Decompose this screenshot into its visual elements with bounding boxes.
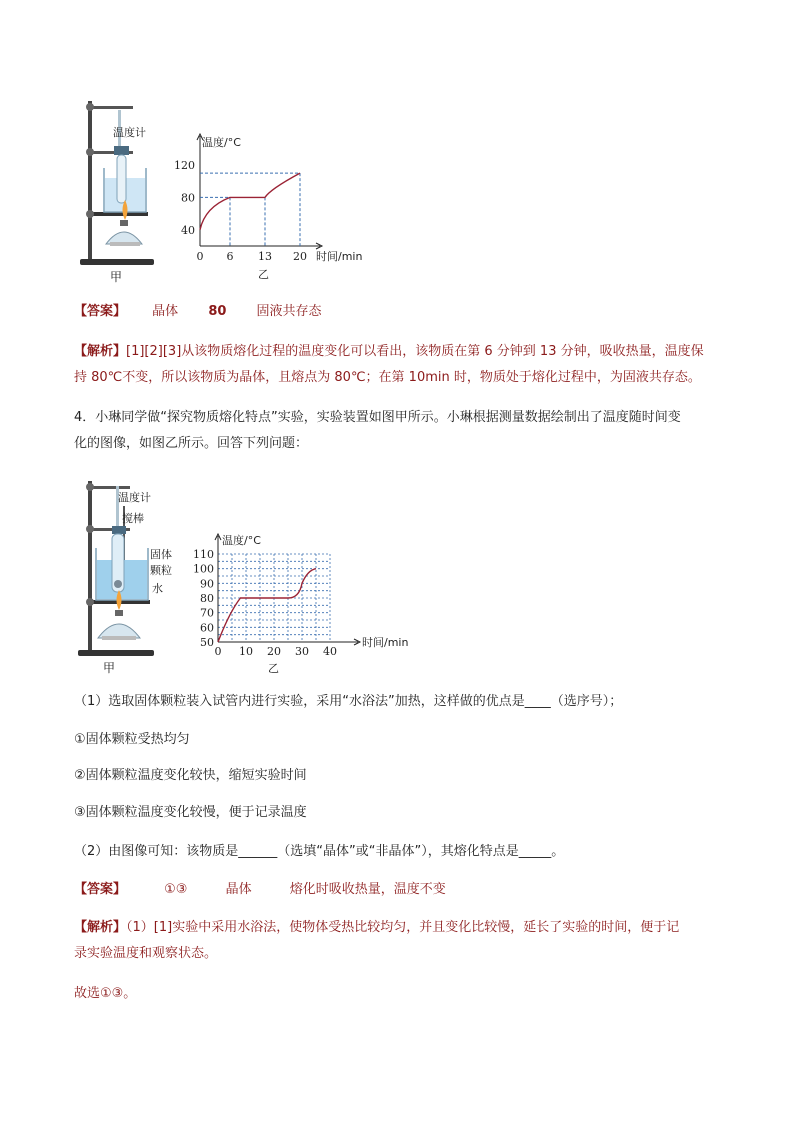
figure2-apparatus-caption: 甲 [103,661,116,675]
y-tick-label: 40 [181,223,195,237]
conclusion: 故选①③。 [74,986,137,1001]
analysis2-line1: （1）[1]实验中采用水浴法，使物体受热比较均匀，并且变化比较慢，延长了实验的时间，便于记 [126,920,680,935]
figure1-graph [170,132,380,282]
figure2-label-water: 水 [152,582,163,595]
answer1-item: 固液共存态 [256,304,322,319]
x-tick-label: 0 [214,645,222,658]
option-2: ②固体颗粒温度变化较快，缩短实验时间 [74,768,307,783]
y-axis-label: 温度/°C [202,136,241,149]
question4-line2: 化的图像，如图乙所示。回答下列问题： [74,436,309,451]
y-tick-label: 80 [181,191,195,205]
figure2-label-solid: 固体 [150,548,172,561]
figure1-apparatus-caption: 甲 [110,270,123,284]
y-tick-label: 100 [193,562,214,576]
answer1 [74,302,322,322]
x-tick-label: 40 [323,645,337,658]
y-tick-label: 50 [200,636,214,649]
answer2-label: 【答案】 [74,882,127,897]
figure2-label-stirrer: 搅棒 [122,512,144,525]
answer2-item: ①③ [164,882,188,897]
x-tick-label: 30 [295,645,309,658]
x-tick-label: 0 [196,250,204,263]
answer1-label: 【答案】 [74,304,127,319]
analysis2-line2-row [74,944,217,964]
question4-line1: 4．小琳同学做“探究物质熔化特点”实验，实验装置如图甲所示。小琳根据测量数据绘制出了温度随时间变 [74,410,681,425]
x-axis-label: 时间/min [316,250,363,263]
figure2-label-thermometer: 温度计 [118,491,151,504]
y-tick-label: 80 [200,592,214,605]
graph-caption: 乙 [268,662,279,675]
analysis1-line2: 持 80℃不变，所以该物质为晶体，且熔点为 80℃；在第 10min 时，物质处于熔化过程中，为固液共存态。 [74,370,701,385]
y-tick-label: 90 [200,577,214,591]
series-line [200,173,300,230]
analysis1 [74,342,704,362]
answer2 [74,880,446,900]
answer2-item: 熔化时吸收热量，温度不变 [289,882,446,897]
graph-caption: 乙 [258,268,269,281]
answer2-item: 晶体 [225,882,252,897]
answer1-item: 晶体 [152,304,179,319]
option-1: ①固体颗粒受热均匀 [74,732,190,747]
option-3: ③固体颗粒温度变化较慢，便于记录温度 [74,805,307,820]
y-tick-label: 120 [174,159,195,172]
figure1-thermometer-label: 温度计 [113,126,146,139]
y-tick-label: 60 [200,621,214,635]
x-axis-label: 时间/min [362,636,409,649]
figure2-label-particles: 颗粒 [150,564,172,577]
x-tick-label: 13 [258,250,272,263]
analysis1-line1: [1][2][3]从该物质熔化过程的温度变化可以看出，该物质在第 6 分钟到 13 分钟，吸收热量，温度保 [126,344,704,359]
y-axis-label: 温度/°C [222,534,261,547]
analysis1-label: 【解析】 [74,344,127,359]
analysis2-line2: 录实验温度和观察状态。 [74,946,218,961]
analysis1-line2-row [74,368,701,388]
question-2: （2）由图像可知：该物质是______（选填“晶体”或“非晶体”），其熔化特点是_____。 [74,844,565,859]
figure2-graph [188,532,414,676]
x-tick-label: 20 [293,250,307,263]
analysis2 [74,918,679,938]
x-tick-label: 10 [239,645,253,658]
question-1: （1）选取固体颗粒装入试管内进行实验，采用“水浴法”加热，这样做的优点是____（选序号）； [74,694,623,709]
y-tick-label: 110 [193,548,214,561]
x-tick-label: 6 [226,250,234,263]
y-tick-label: 70 [200,606,214,620]
answer1-item: 80 [208,304,227,319]
x-tick-label: 20 [267,645,281,658]
analysis2-label: 【解析】 [74,920,127,935]
